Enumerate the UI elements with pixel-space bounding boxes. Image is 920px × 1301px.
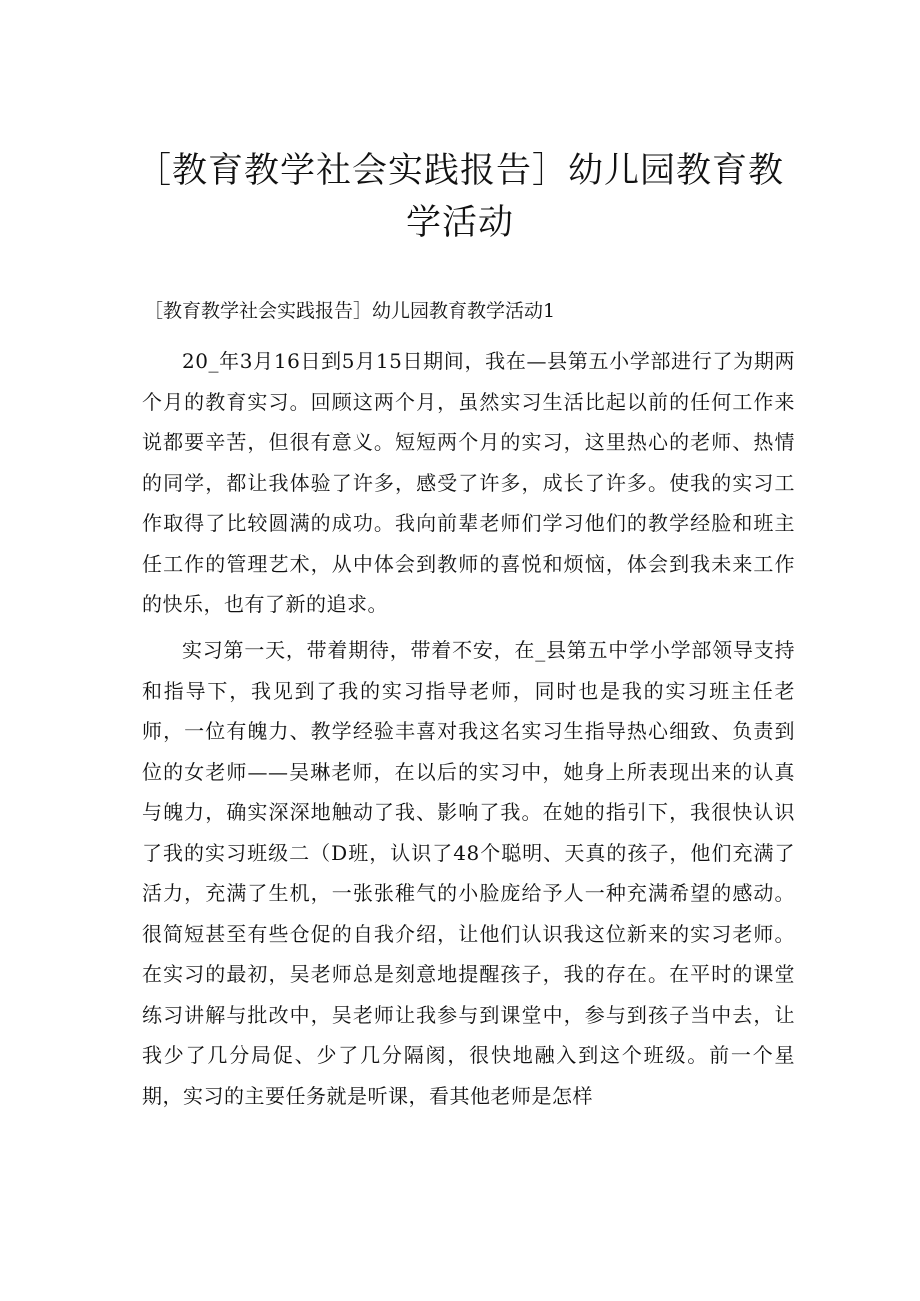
document-title: ［教育教学社会实践报告］幼儿园教育教学活动: [135, 151, 784, 243]
body-paragraph-1: 20_年3月16日到5月15日期间，我在—县第五小学部进行了为期两个月的教育实习。回顾这两个月，虽然实习生活比起以前的任何工作来说都要辛苦，但很有意义。短短两个月的实习，这里热心的老师、热情的同学，都让我体验了许多，感受了许多，成长了许多。使我的实习工作取得了比较圆满的成功。我向前辈老师们学习他们的教学经脸和班主任工作的管理艺术，从中体会到教师的喜悦和烦恼，体会到我未来工作的快乐，也有了新的追求。: [142, 349, 795, 616]
section-heading: ［教育教学社会实践报告］幼儿园教育教学活动1: [144, 300, 556, 322]
body-paragraph-2: 实习第一天，带着期待，带着不安，在_县第五中学小学部领导支持和指导下，我见到了我的实习指导老师，同时也是我的实习班主任老师，一位有魄力、教学经验丰喜对我这名实习生指导热心细致、负责到位的女老师——吴琳老师，在以后的实习中，她身上所表现出来的认真与魄力，确实深深地触动了我、影响了我。在她的指引下，我很快认识了我的实习班级二（D班，认识了48个聪明、天真的孩子，他们充满了活力，充满了生机，一张张稚气的小脸庞给予人一种充满希望的感动。很简短甚至有些仓促的自我介绍，让他们认识我这位新来的实习老师。在实习的最初，吴老师总是刻意地提醒孩子，我的存在。在平时的课堂练习讲解与批改中，吴老师让我参与到课堂中，参与到孩子当中去，让我少了几分局促、少了几分隔阂，很快地融入到这个班级。前一个星期，实习的主要任务就是听课，看其他老师是怎样: [142, 638, 795, 1108]
